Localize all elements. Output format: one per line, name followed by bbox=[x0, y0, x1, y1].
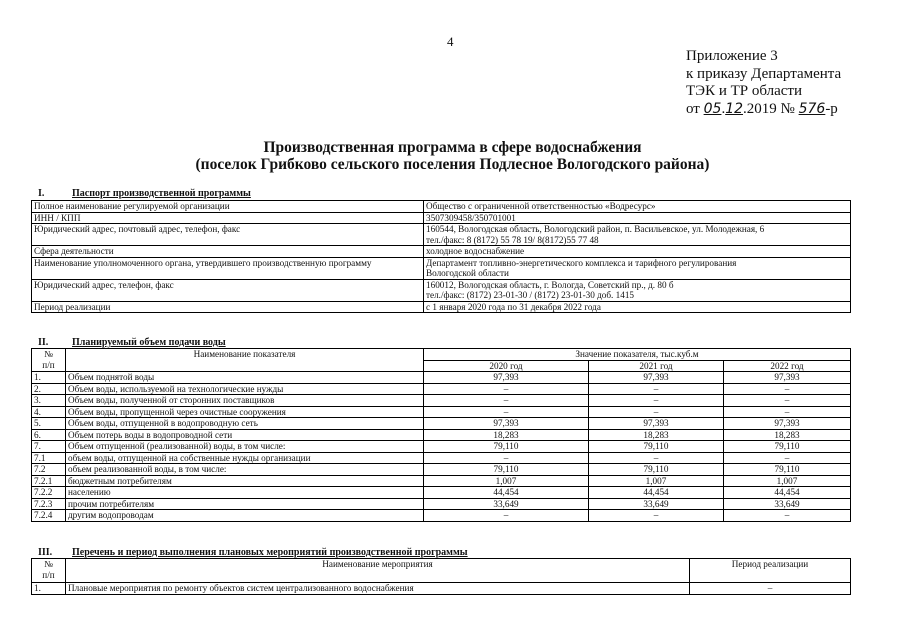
order-suffix: -р bbox=[825, 100, 838, 117]
appendix-block bbox=[686, 48, 841, 118]
value-2022: 18,283 bbox=[724, 429, 851, 441]
passport-field-label: Юридический адрес, почтовый адрес, телефон, факс bbox=[32, 224, 424, 246]
passport-field-label: Сфера деятельности bbox=[32, 246, 424, 258]
measure-number: 1. bbox=[32, 583, 66, 595]
table-row bbox=[32, 464, 851, 476]
row-number: 7.2.2 bbox=[32, 487, 66, 499]
passport-field-value: с 1 января 2020 года по 31 декабря 2022 года bbox=[424, 301, 851, 313]
indicator-name: объем воды, отпущенной на собственные нужды организации bbox=[66, 452, 424, 464]
passport-field-value: холодное водоснабжение bbox=[424, 246, 851, 258]
value-2022: – bbox=[724, 452, 851, 464]
value-2021: 79,110 bbox=[589, 464, 724, 476]
header-indicator-value: Значение показателя, тыс.куб.м bbox=[424, 349, 851, 361]
date-year: .2019 № bbox=[743, 100, 795, 117]
value-2020: – bbox=[424, 510, 589, 522]
section-3-title: Перечень и период выполнения плановых мероприятий производственной программы bbox=[72, 547, 468, 558]
indicator-name: Объем потерь воды в водопроводной сети bbox=[66, 429, 424, 441]
section-1-number: I. bbox=[38, 188, 45, 199]
measures-header-name: Наименование мероприятия bbox=[66, 559, 690, 583]
value-2020: – bbox=[424, 452, 589, 464]
row-number: 7.2 bbox=[32, 464, 66, 476]
passport-field-label: Полное наименование регулируемой организации bbox=[32, 201, 424, 213]
value-2022: 97,393 bbox=[724, 372, 851, 384]
value-2022: 44,454 bbox=[724, 487, 851, 499]
indicator-name: прочим потребителям bbox=[66, 498, 424, 510]
table-row bbox=[32, 224, 851, 246]
value-2020: 97,393 bbox=[424, 418, 589, 430]
header-year-2022: 2022 год bbox=[724, 360, 851, 372]
passport-field-label: Юридический адрес, телефон, факс bbox=[32, 279, 424, 301]
indicator-name: Объем поднятой воды bbox=[66, 372, 424, 384]
value-2021: 1,007 bbox=[589, 475, 724, 487]
value-2022: 97,393 bbox=[724, 418, 851, 430]
value-2022: 1,007 bbox=[724, 475, 851, 487]
measures-header-period: Период реализации bbox=[690, 559, 851, 583]
section-2-heading bbox=[38, 337, 226, 348]
table-row bbox=[32, 418, 851, 430]
document-title-line-1: Производственная программа в сфере водоснабжения bbox=[263, 139, 642, 156]
water-volume-table bbox=[31, 348, 851, 522]
value-2021: – bbox=[589, 395, 724, 407]
table-row bbox=[32, 279, 851, 301]
value-2021: – bbox=[589, 510, 724, 522]
value-2020: – bbox=[424, 406, 589, 418]
value-2021: – bbox=[589, 452, 724, 464]
value-2021: 33,649 bbox=[589, 498, 724, 510]
value-2021: 44,454 bbox=[589, 487, 724, 499]
row-number: 7. bbox=[32, 441, 66, 453]
header-year-2020: 2020 год bbox=[424, 360, 589, 372]
row-number: 3. bbox=[32, 395, 66, 407]
row-number: 1. bbox=[32, 372, 66, 384]
passport-field-label: Наименование уполномоченного органа, утвердившего производственную программу bbox=[32, 257, 424, 279]
value-2020: 97,393 bbox=[424, 372, 589, 384]
table-row bbox=[32, 383, 851, 395]
section-2-number: II. bbox=[38, 337, 49, 348]
value-2022: – bbox=[724, 406, 851, 418]
indicator-name: Объем отпущенной (реализованной) воды, в том числе: bbox=[66, 441, 424, 453]
measures-table bbox=[31, 558, 851, 595]
table-row bbox=[32, 301, 851, 313]
value-2020: – bbox=[424, 383, 589, 395]
row-number: 7.1 bbox=[32, 452, 66, 464]
table-row bbox=[32, 487, 851, 499]
table-row bbox=[32, 441, 851, 453]
passport-field-value: Общество с ограниченной ответственностью «Водресурс» bbox=[424, 201, 851, 213]
measure-period: – bbox=[690, 583, 851, 595]
indicator-name: другим водопроводам bbox=[66, 510, 424, 522]
value-2021: – bbox=[589, 406, 724, 418]
measures-header-number: № п/п bbox=[32, 559, 66, 583]
date-day: 05 bbox=[703, 100, 722, 117]
table-row bbox=[32, 510, 851, 522]
section-1-title: Паспорт производственной программы bbox=[72, 188, 251, 199]
table-row bbox=[32, 246, 851, 258]
value-2021: 79,110 bbox=[589, 441, 724, 453]
value-2022: 79,110 bbox=[724, 464, 851, 476]
section-2-title: Планируемый объем подачи воды bbox=[72, 337, 226, 348]
value-2020: – bbox=[424, 395, 589, 407]
table-row bbox=[32, 257, 851, 279]
appendix-line-1: Приложение 3 bbox=[686, 48, 778, 64]
header-indicator-name: Наименование показателя bbox=[66, 349, 424, 372]
value-2021: 18,283 bbox=[589, 429, 724, 441]
row-number: 2. bbox=[32, 383, 66, 395]
date-prefix: от bbox=[686, 100, 700, 117]
value-2022: – bbox=[724, 510, 851, 522]
passport-field-value: 160012, Вологодская область, г. Вологда, Советский пр., д. 80 б тел./факс: (8172) 23-01-30 / (8172) 23-01-30 доб. 1415 bbox=[424, 279, 851, 301]
passport-field-label: ИНН / КПП bbox=[32, 212, 424, 224]
page-number: 4 bbox=[447, 34, 454, 49]
value-2021: 97,393 bbox=[589, 418, 724, 430]
passport-field-value: 160544, Вологодская область, Вологодский район, п. Васильевское, ул. Молодежная, 6 тел./факс: 8 (8172) 55 78 19/ 8(8172)55 77 48 bbox=[424, 224, 851, 246]
value-2020: 44,454 bbox=[424, 487, 589, 499]
indicator-name: Объем воды, пропущенной через очистные сооружения bbox=[66, 406, 424, 418]
measure-name: Плановые мероприятия по ремонту объектов систем централизованного водоснабжения bbox=[66, 583, 690, 595]
section-3-heading bbox=[38, 547, 468, 558]
indicator-name: Объем воды, используемой на технологические нужды bbox=[66, 383, 424, 395]
table-row bbox=[32, 498, 851, 510]
value-2020: 18,283 bbox=[424, 429, 589, 441]
row-number: 7.2.1 bbox=[32, 475, 66, 487]
passport-table bbox=[31, 200, 851, 313]
row-number: 4. bbox=[32, 406, 66, 418]
table-row bbox=[32, 583, 851, 595]
row-number: 6. bbox=[32, 429, 66, 441]
indicator-name: населению bbox=[66, 487, 424, 499]
passport-field-label: Период реализации bbox=[32, 301, 424, 313]
value-2022: 33,649 bbox=[724, 498, 851, 510]
table-row bbox=[32, 212, 851, 224]
value-2022: – bbox=[724, 383, 851, 395]
value-2021: – bbox=[589, 383, 724, 395]
document-title-line-2: (поселок Грибково сельского поселения Подлесное Вологодского района) bbox=[195, 156, 710, 173]
value-2020: 79,110 bbox=[424, 464, 589, 476]
row-number: 7.2.3 bbox=[32, 498, 66, 510]
section-3-number: III. bbox=[38, 547, 53, 558]
table-row bbox=[32, 452, 851, 464]
appendix-line-3: ТЭК и ТР области bbox=[686, 83, 802, 99]
row-number: 5. bbox=[32, 418, 66, 430]
table-row bbox=[32, 372, 851, 384]
indicator-name: Объем воды, полученной от сторонних поставщиков bbox=[66, 395, 424, 407]
table-row bbox=[32, 429, 851, 441]
order-number: 576 bbox=[798, 100, 826, 117]
row-number: 7.2.4 bbox=[32, 510, 66, 522]
indicator-name: бюджетным потребителям bbox=[66, 475, 424, 487]
indicator-name: Объем воды, отпущенной в водопроводную сеть bbox=[66, 418, 424, 430]
passport-field-value: 3507309458/350701001 bbox=[424, 212, 851, 224]
value-2022: – bbox=[724, 395, 851, 407]
value-2020: 33,649 bbox=[424, 498, 589, 510]
header-year-2021: 2021 год bbox=[589, 360, 724, 372]
header-number: № п/п bbox=[32, 349, 66, 372]
appendix-date-line: от 05.12.2019 № 576-р bbox=[686, 100, 838, 117]
indicator-name: объем реализованной воды, в том числе: bbox=[66, 464, 424, 476]
table-row bbox=[32, 406, 851, 418]
appendix-line-2: к приказу Департамента bbox=[686, 65, 842, 82]
table-row bbox=[32, 201, 851, 213]
section-1-heading bbox=[38, 188, 251, 199]
table-row bbox=[32, 395, 851, 407]
date-month: 12 bbox=[725, 100, 744, 117]
value-2020: 1,007 bbox=[424, 475, 589, 487]
value-2020: 79,110 bbox=[424, 441, 589, 453]
passport-field-value: Департамент топливно-энергетического комплекса и тарифного регулирования Вологодской области bbox=[424, 257, 851, 279]
table-row bbox=[32, 475, 851, 487]
value-2022: 79,110 bbox=[724, 441, 851, 453]
value-2021: 97,393 bbox=[589, 372, 724, 384]
